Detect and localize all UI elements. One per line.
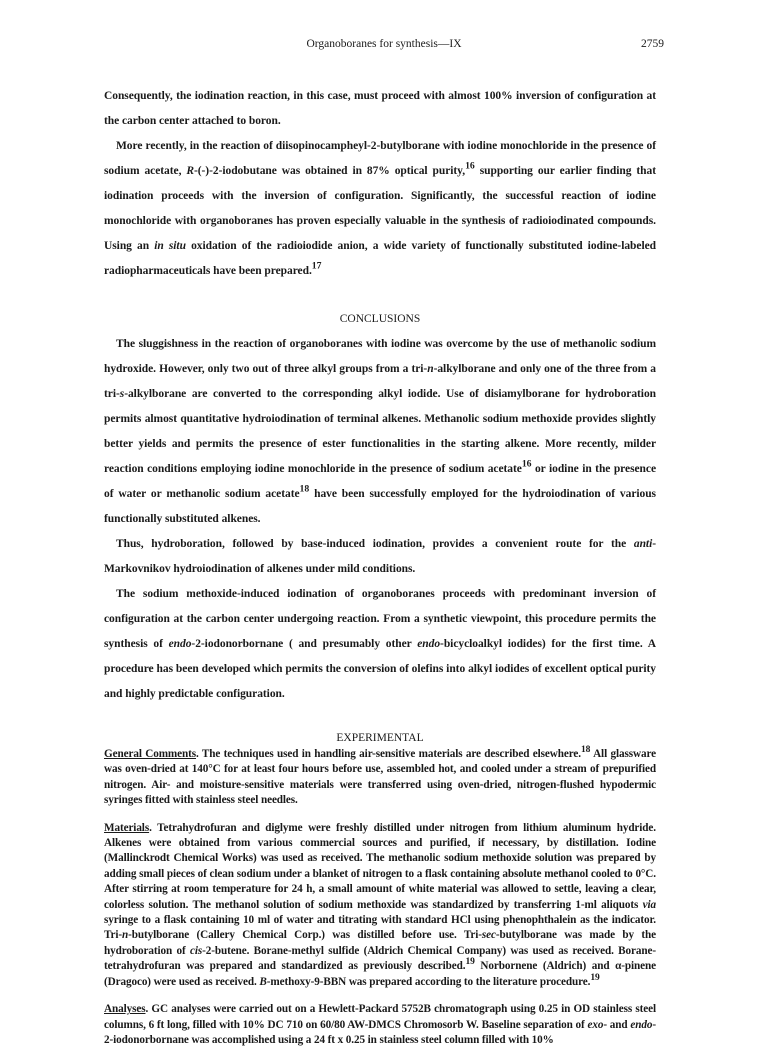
materials-paragraph — [104, 821, 656, 990]
materials-italic-sec: sec — [481, 929, 496, 942]
intro-p2-in-situ: in situ — [154, 240, 186, 252]
intro-p2-text-d: oxidation of the radioiodide anion, a wide variety of functionally substituted iodine-labeled radiopharmaceuticals have been prepared. — [104, 240, 656, 277]
analyses-italic-exo: exo — [587, 1018, 604, 1031]
materials-italic-n: n — [122, 929, 129, 942]
conclusions-heading: CONCLUSIONS — [339, 313, 421, 325]
general-text-a: . The techniques used in handling air-sensitive materials are described elsewhere. — [196, 748, 581, 760]
materials-italic-b: B — [259, 975, 267, 988]
citation-19: 19 — [465, 957, 475, 968]
running-title: Organoboranes for synthesis—IX — [306, 38, 462, 50]
intro-p2-text-a: More recently, in the reaction of diisopinocampheyl-2-butylborane with iodine monochloride in the presence of sodium acetate, — [104, 140, 656, 177]
c1-text-b: -alkylborane and only one of the three from a tri- — [104, 363, 656, 400]
materials-text-b: syringe to a flask containing 10 ml of water and titrating with standard HCl using phenophthalein as the indicator. Tri- — [104, 914, 656, 942]
c3-italic-endo-2: endo — [417, 638, 441, 650]
c1-text-a: The sluggishness in the reaction of organoboranes with iodine was overcome by the use of methanolic sodium hydroxide. However, only two out of three alkyl groups from a tri- — [104, 338, 656, 375]
citation-19: 19 — [590, 972, 600, 983]
materials-text-d: -butylborane was made by the hydroboration of — [104, 929, 656, 957]
citation-18: 18 — [299, 483, 310, 495]
c2-text-a: Thus, hydroboration, followed by base-induced iodination, provides a convenient route for the — [116, 538, 634, 550]
analyses-text-b: - and — [603, 1018, 631, 1031]
materials-label: Materials — [104, 821, 150, 834]
general-comments-paragraph — [104, 744, 656, 809]
intro-paragraph-1 — [104, 84, 656, 134]
page-number: 2759 — [641, 38, 664, 50]
materials-text-g: -methoxy-9-BBN was prepared according to the literature procedure. — [266, 975, 591, 988]
materials-text-a: . Tetrahydrofuran and diglyme were freshly distilled under nitrogen from lithium aluminum hydride. Alkenes were obtained from various commercial sources and purified, if necessary, by distillation. Iodine (Mallinckrodt Chemical Works) was used as received. The methanolic sodium methoxide solution was prepared by adding small pieces of clean sodium under a blanket of nitrogen to a flask containing absolute methanol cooled to 0°C. After stirring at room temperature for 24 h, a small amount of white material was allowed to settle, leaving a clear, colorless solution. The methanol solution of sodium methoxide was standardized by transferring 1-ml aliquots — [104, 821, 656, 911]
intro-p1-text: Consequently, the iodination reaction, in this case, must proceed with almost 100% inversion of configuration at the carbon center attached to boron. — [104, 90, 656, 127]
materials-text-e: -2-butene. Borane-methyl sulfide (Aldrich Chemical Company) was used as received. Borane-tetrahydrofuran was prepared and standardized as previously described. — [104, 944, 656, 973]
citation-17: 17 — [311, 260, 322, 272]
intro-p2-italic-r: R — [186, 165, 194, 177]
materials-text-c: -butylborane (Callery Chemical Corp.) was distilled before use. Tri- — [128, 929, 482, 942]
general-comments-label: General Comments — [104, 748, 196, 760]
experimental-heading: EXPERIMENTAL — [336, 732, 424, 744]
analyses-italic-endo: endo — [630, 1018, 653, 1031]
c1-text-e: have been successfully employed for the hydroiodination of various functionally substituted alkenes. — [104, 488, 656, 525]
materials-italic-cis: cis — [189, 944, 203, 957]
c1-italic-s: s — [119, 388, 125, 400]
general-text-b: All glassware was oven-dried at 140°C for at least four hours before use, assembled hot, and cooled under a stream of prepurified nitrogen. Air- and moisture-sensitive materials were transferred using oven-dried, nitrogen-flushed hypodermic syringes fitted with stainless steel needles. — [104, 748, 656, 807]
page-body — [104, 84, 656, 1048]
intro-p2-text-b: -(-)-2-iodobutane was obtained in 87% optical purity, — [193, 165, 466, 177]
analyses-paragraph — [104, 1002, 656, 1048]
analyses-text-a: . GC analyses were carried out on a Hewlett-Packard 5752B chromatograph using 0.25 in OD stainless steel columns, 6 ft long, filled with 10% DC 710 on 60/80 AW-DMCS Chromosorb W. Baseline separation of — [104, 1003, 656, 1031]
conclusions-paragraph-2 — [104, 532, 656, 582]
c2-italic-anti: anti — [633, 538, 653, 550]
c3-text-c: -bicycloalkyl iodides) for the first time. A procedure has been developed which permits the conversion of olefins into alkyl iodides of excellent optical purity and highly predictable configuration. — [104, 638, 657, 700]
analyses-text-c: -2-iodonorbornane was accomplished using a 24 ft x 0.25 in stainless steel column filled with 10% — [104, 1018, 656, 1046]
c2-text-b: -Markovnikov hydroiodination of alkenes under mild conditions. — [104, 538, 656, 575]
conclusions-paragraph-3 — [104, 582, 656, 707]
c1-text-d: or iodine in the presence of water or methanolic sodium acetate — [104, 463, 657, 500]
intro-paragraph-2 — [104, 134, 656, 284]
c1-text-c: -alkylborane are converted to the corresponding alkyl iodide. Use of disiamylborane for hydroboration permits almost quantitative hydroiodination of terminal alkenes. Methanolic sodium methoxide provides slightly better yields and permits the presence of ester functionalities in the starting alkene. More recently, milder reaction conditions employing iodine monochloride in the presence of sodium acetate — [104, 388, 656, 475]
c1-italic-n: n — [427, 363, 434, 375]
intro-p2-text-c: supporting our earlier finding that iodination proceeds with the inversion of configuration. Significantly, the successful reaction of iodine monochloride with organoboranes has proven especially valuable in the synthesis of radioiodinated compounds. Using an — [104, 165, 656, 252]
materials-text-f: Norbornene (Aldrich) and α-pinene (Dragoco) were used as received. — [104, 960, 656, 988]
analyses-label: Analyses — [104, 1003, 146, 1016]
c3-italic-endo: endo — [168, 638, 192, 650]
materials-italic-via: via — [642, 898, 656, 911]
c3-text-b: -2-iodonorbornane ( and presumably other — [191, 638, 418, 650]
c3-text-a: The sodium methoxide-induced iodination of organoboranes proceeds with predominant inversion of configuration at the carbon center undergoing reaction. From a synthetic viewpoint, this procedure permits the synthesis of — [104, 588, 656, 650]
conclusions-paragraph-1 — [104, 332, 656, 532]
citation-18: 18 — [580, 744, 591, 755]
citation-16: 16 — [521, 458, 532, 470]
citation-16: 16 — [465, 160, 475, 172]
